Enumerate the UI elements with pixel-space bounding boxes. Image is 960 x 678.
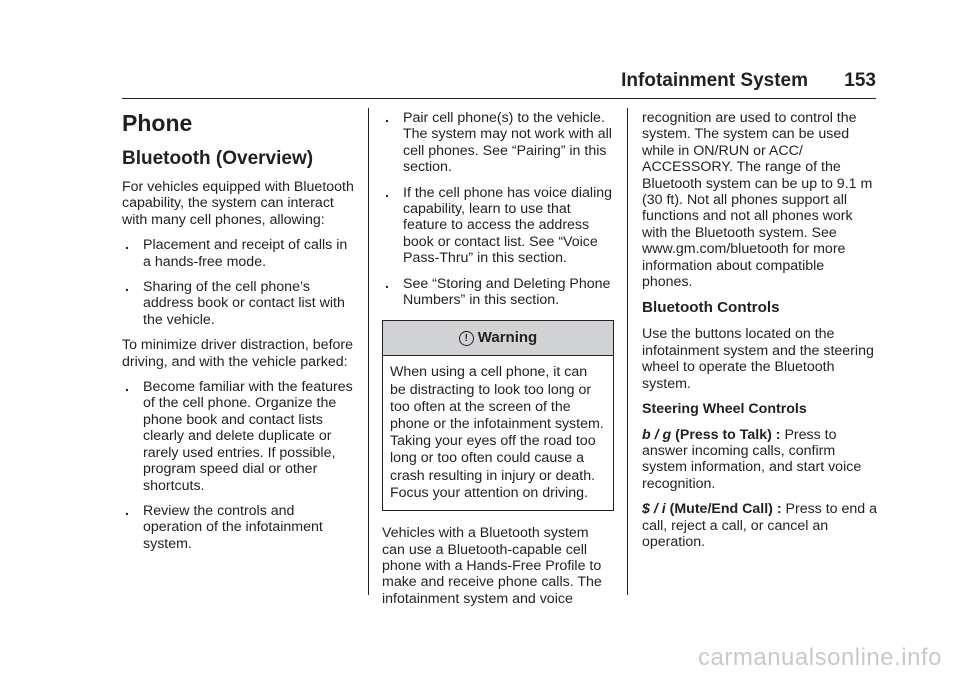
column-3 bbox=[642, 110, 878, 559]
column-divider bbox=[368, 108, 369, 595]
list-item: . Become familiar with the features of the cell phone. Organize the phone book and contact lists clearly and delete duplicate or rarely used entries. If possible, program speed dial or other shortcuts. bbox=[125, 379, 353, 494]
warning-box bbox=[382, 320, 614, 511]
list-item: . Pair cell phone(s) to the vehicle. The system may not work with all cell phones. See “Pairing” in this section. bbox=[385, 110, 612, 176]
page-number: 153 bbox=[844, 70, 876, 91]
watermark: carmanualsonline.info bbox=[698, 644, 942, 671]
press-to-talk-icon: b / g bbox=[642, 426, 672, 443]
list-item: . See “Storing and Deleting Phone Numbers” in this section. bbox=[385, 275, 611, 309]
warning-icon: ! bbox=[459, 331, 474, 346]
subheading-steering-wheel-controls: Steering Wheel Controls bbox=[642, 401, 807, 418]
paragraph: recognition are used to control the system. The system can be used while in ON/RUN or ACC/ ACCESSORY. The range of the Bluetooth system can be up to 9.1 m (30 ft). Not all phones support all functions and not all phones work with the Bluetooth system. See www.gm.com/bluetooth for more information about compatible phones. bbox=[642, 110, 873, 291]
heading-phone: Phone bbox=[122, 110, 193, 136]
control-mute-end-call: $ / i (Mute/End Call) : Press to end a call, reject a call, or cancel an operation. bbox=[642, 501, 877, 550]
list-item: . Placement and receipt of calls in a hands-free mode. bbox=[125, 237, 348, 270]
column-2 bbox=[382, 110, 614, 616]
paragraph: To minimize driver distraction, before driving, and with the vehicle parked: bbox=[122, 337, 354, 370]
paragraph: Use the buttons located on the infotainment system and the steering wheel to operate the Bluetooth system. bbox=[642, 326, 874, 392]
mute-end-call-icon: $ / i bbox=[642, 501, 666, 518]
list-item: . Review the controls and operation of the infotainment system. bbox=[125, 502, 323, 552]
list-item: . Sharing of the cell phone’s address book or contact list with the vehicle. bbox=[125, 279, 345, 328]
column-1 bbox=[122, 110, 354, 561]
column-divider bbox=[627, 108, 628, 595]
page-header bbox=[122, 70, 876, 99]
warning-title: Warning bbox=[477, 329, 538, 347]
list-item: . If the cell phone has voice dialing capability, learn to use that feature to access the address book or contact list. See “Voice Pass-Thru” in this section. bbox=[385, 184, 613, 267]
heading-bluetooth-controls: Bluetooth Controls bbox=[642, 299, 780, 317]
control-press-to-talk: b / g (Press to Talk) : Press to answer incoming calls, confirm system information, and start voice recognition. bbox=[642, 426, 862, 492]
paragraph: Vehicles with a Bluetooth system can use a Bluetooth-capable cell phone with a Hands-Free Profile to make and receive phone calls. The infotainment system and voice bbox=[382, 525, 602, 607]
warning-header bbox=[383, 321, 613, 356]
heading-bluetooth-overview: Bluetooth (Overview) bbox=[122, 148, 314, 169]
section-title: Infotainment System bbox=[621, 70, 808, 91]
intro-paragraph: For vehicles equipped with Bluetooth capability, the system can interact with many cell phones, allowing: bbox=[122, 179, 354, 228]
warning-text: When using a cell phone, it can be distracting to look too long or too often at the screen of the phone or the infotainment system. Taking your eyes off the road too long or too often could cause a crash resulting in injury or death. Focus your attention on driving. bbox=[390, 364, 604, 501]
